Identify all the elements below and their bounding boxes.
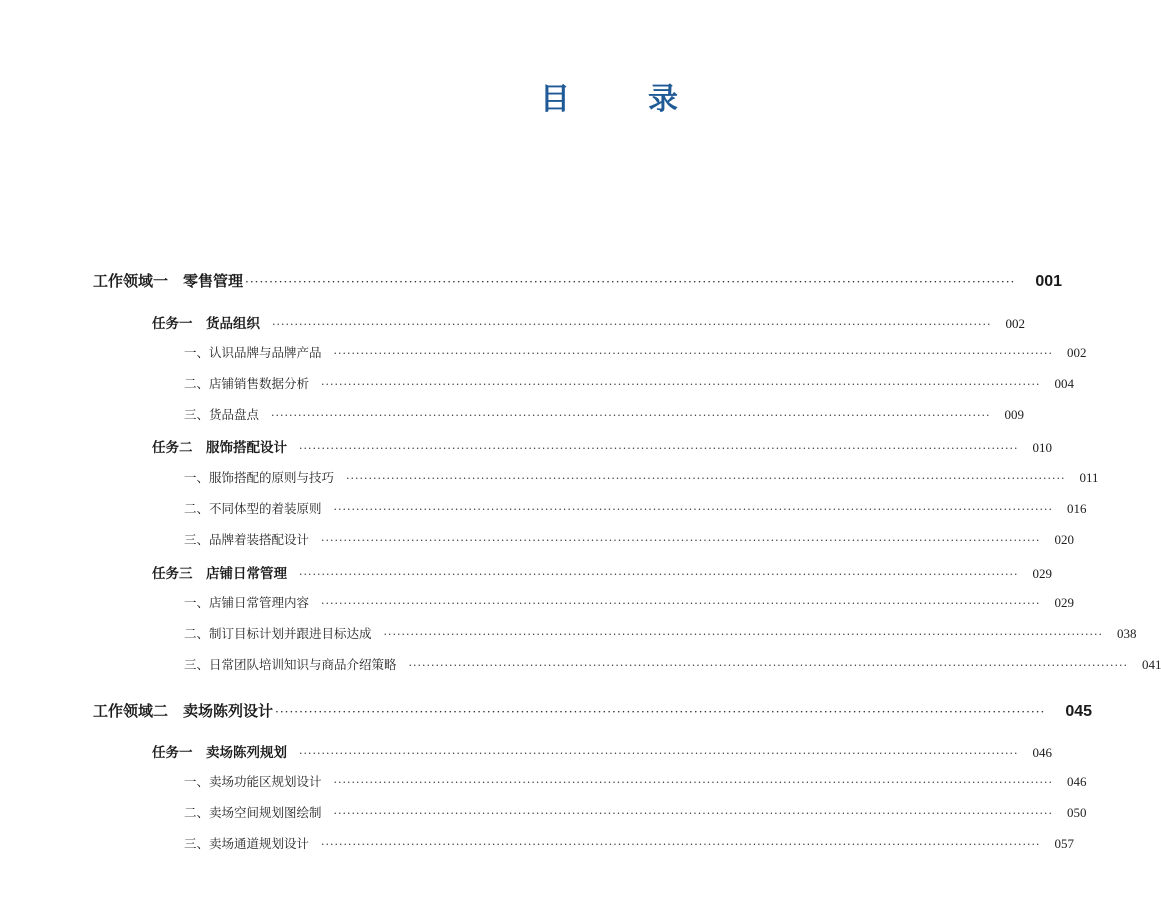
toc-entry-title: 三、品牌着装搭配设计 [184,532,310,547]
toc-entry-title: 一、服饰搭配的原则与技巧 [184,470,335,485]
toc-entry-title: 二、制订目标计划并跟进目标达成 [184,626,372,641]
toc-entry-title: 任务二 服饰搭配设计 [152,440,287,456]
toc-entry-page: 016 [1066,501,1087,516]
dot-leader: ································································································································································ [333,807,1053,820]
toc-entry-domain[interactable] [93,700,1093,722]
toc-entry-page: 057 [1054,836,1074,851]
toc-entry-section[interactable] [184,803,1087,823]
dot-leader: ································································································································································ [299,747,1019,760]
toc-entry-title: 三、货品盘点 [184,407,260,422]
dot-leader: ································································································································································ [271,409,991,422]
dot-leader: ································································································································································ [383,628,1103,641]
toc-entry-title: 二、卖场空间规划图绘制 [184,805,322,820]
toc-entry-section[interactable] [184,499,1087,519]
toc-entry-title: 任务一 货品组织 [152,316,260,332]
dot-leader: ································································································································································ [245,275,1016,289]
toc-entry-section[interactable] [184,343,1087,363]
toc-entry-title: 二、店铺销售数据分析 [184,376,310,391]
toc-entry-section[interactable] [184,593,1074,613]
toc-entry-page: 038 [1116,626,1137,641]
toc-entry-section[interactable] [184,772,1087,792]
dot-leader: ································································································································································ [272,318,992,331]
dot-leader: ································································································································································ [321,534,1041,547]
toc-entry-page: 050 [1066,805,1087,820]
dot-leader: ································································································································································ [275,705,1046,719]
toc-entry-page: 004 [1054,376,1074,391]
toc-entry-title: 三、卖场通道规划设计 [184,836,310,851]
toc-entry-section[interactable] [184,468,1099,488]
toc-entry-page: 045 [1065,703,1093,720]
toc-entry-page: 046 [1066,774,1087,789]
toc-entry-title: 一、认识品牌与品牌产品 [184,345,322,360]
toc-entry-page: 010 [1032,440,1052,455]
toc-entry-page: 009 [1004,407,1024,422]
dot-leader: ································································································································································ [299,568,1019,581]
toc-entry-section[interactable] [184,834,1074,854]
toc-entry-page: 041 [1141,657,1161,672]
toc-entry-page: 011 [1079,470,1099,485]
toc-entry-domain[interactable] [93,270,1063,292]
toc-entry-task[interactable] [152,436,1052,456]
toc-entry-title: 一、卖场功能区规划设计 [184,774,322,789]
toc-entry-page: 029 [1054,595,1074,610]
dot-leader: ································································································································································ [346,472,1066,485]
toc-entry-section[interactable] [184,624,1137,644]
toc-entry-section[interactable] [184,405,1024,425]
toc-entry-section[interactable] [184,374,1074,394]
toc-entry-title: 任务一 卖场陈列规划 [152,745,287,761]
dot-leader: ································································································································································ [333,503,1053,516]
toc-entry-page: 002 [1066,345,1087,360]
dot-leader: ································································································································································ [408,659,1128,672]
dot-leader: ································································································································································ [333,776,1053,789]
dot-leader: ································································································································································ [333,347,1053,360]
toc-entry-task[interactable] [152,312,1025,332]
toc-entry-page: 046 [1032,745,1052,760]
dot-leader: ································································································································································ [299,442,1019,455]
toc-entry-page: 002 [1005,316,1025,331]
toc-entry-title: 工作领域一 零售管理 [93,272,244,290]
toc-entry-page: 001 [1035,273,1063,290]
toc-entry-title: 二、不同体型的着装原则 [184,501,322,516]
toc-entry-section[interactable] [184,655,1161,675]
toc-entry-title: 工作领域二 卖场陈列设计 [93,702,274,720]
toc-entry-page: 029 [1032,566,1052,581]
toc-entry-section[interactable] [184,530,1074,550]
toc-entry-task[interactable] [152,562,1052,582]
toc-entry-task[interactable] [152,741,1052,761]
toc-entry-page: 020 [1054,532,1074,547]
toc-entry-title: 一、店铺日常管理内容 [184,595,310,610]
dot-leader: ································································································································································ [321,597,1041,610]
page-title: 目 录 [540,82,702,117]
dot-leader: ································································································································································ [321,378,1041,391]
dot-leader: ································································································································································ [321,838,1041,851]
toc-entry-title: 任务三 店铺日常管理 [152,566,287,582]
toc-entry-title: 三、日常团队培训知识与商品介绍策略 [184,657,397,672]
